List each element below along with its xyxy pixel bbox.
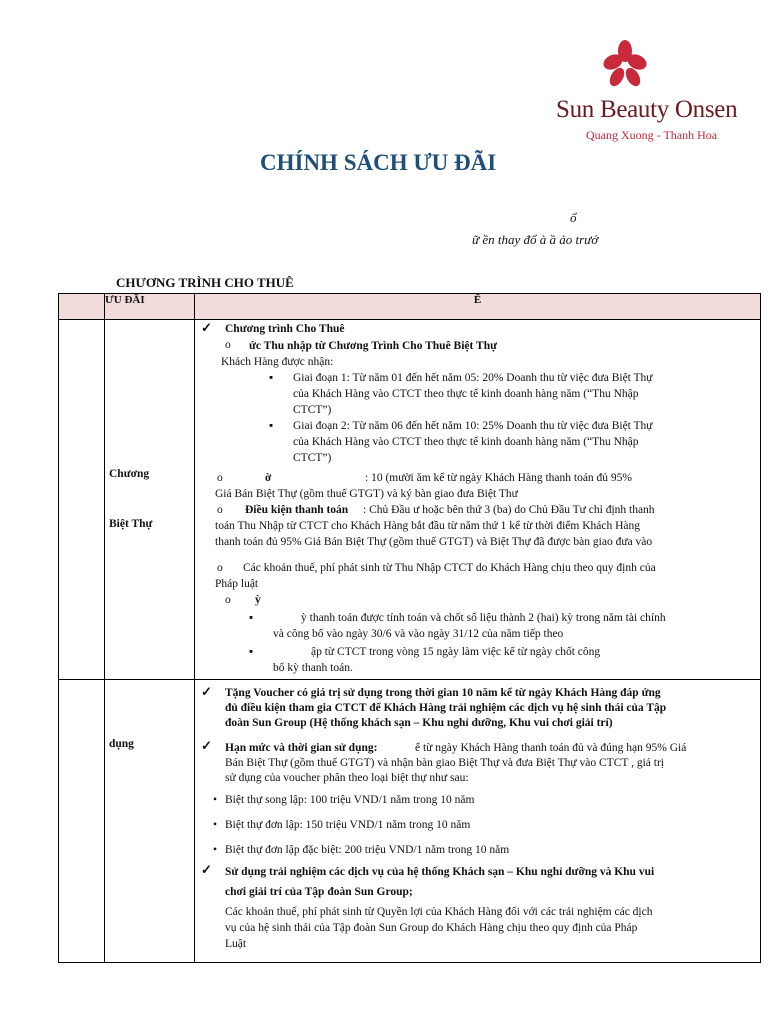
brand-name: Sun Beauty Onsen: [556, 96, 738, 123]
brand-subtitle: Quang Xuong - Thanh Hoa: [586, 128, 718, 142]
dot-bullet-icon: •: [213, 794, 218, 806]
table-row: [59, 680, 761, 963]
check-icon: ✓: [201, 862, 212, 877]
dot-bullet-icon: •: [213, 819, 218, 831]
row-detail: ✓ Chương trình Cho Thuê o ức Thu nhập từ Chương Trình Cho Thuê Biệt Thự Khách Hàng được nhận: ▪ Giai đoạn 1: Từ năm 01 đến hết năm 05: 20% Doanh thu từ việc đưa Biệt Thự của Khách Hàng vào CTCT theo thực tế kinh doanh hàng năm (“Thu Nhập CTCT”) ▪ Giai đoạn 2: Từ năm 06 đến hết năm 10: 25% Doanh thu từ việc đưa Biệt Thự của Khách Hàng vào CTCT theo thực tế kinh doanh hàng năm (“Thu Nhập CTCT”) o ờ : 10 (mười ăm kể từ ngày Khách Hàng thanh toán đủ 95% Giá Bán Biệt Thự (gồm thuế GTGT) và ký bàn giao đưa Biệt Thư o Điều kiện thanh toán : Chủ Đầu ư hoặc bên thứ 3 (ba) do Chủ Đầu Tư chỉ định thanh toán Thu Nhập từ CTCT cho Khách Hàng bắt đầu từ năm thứ 1 kể từ thời điểm Khách Hàng thanh toán đủ 95% Giá Bán Biệt Thự (gồm thuế GTGT) và Biệt Thự đã được bàn giao đưa vào o Các khoản thuế, phí phát sinh từ Thu Nhập CTCT do Khách Hàng chịu theo quy định của Pháp luật o ỳ ▪ ỳ thanh toán được tính toán và chốt số liệu thành 2 (hai) kỳ trong năm tài chính và công bố vào ngày 30/6 và vào ngày 31/12 của năm tiếp theo ▪ ập từ CTCT trong vòng 15 ngày làm việc kể từ ngày chốt công bố kỳ thanh toán.: [195, 320, 761, 680]
table-row: [59, 320, 761, 680]
header-uu-dai: ƯU ĐÃI: [105, 294, 195, 320]
section-heading: CHƯƠNG TRÌNH CHO THUÊ: [116, 275, 294, 290]
circle-bullet-icon: o: [217, 562, 223, 574]
square-bullet-icon: ▪: [269, 420, 274, 432]
table-header-row: [59, 294, 761, 320]
policy-table: [58, 293, 761, 963]
row-label: dụng: [105, 680, 195, 963]
square-bullet-icon: ▪: [249, 612, 254, 624]
note-top: ổ: [570, 210, 577, 225]
circle-bullet-icon: o: [225, 339, 231, 351]
row-detail: ✓ Tặng Voucher có giá trị sử dụng trong thời gian 10 năm kể từ ngày Khách Hàng đáp ứng đủ điều kiện tham gia CTCT để Khách Hàng trải nghiệm các dịch vụ hệ sinh thái của Tập đoàn Sun Group (Hệ thống khách sạn – Khu nghỉ dưỡng, Khu vui chơi giải trí) ✓ Hạn mức và thời gian sử dụng: ể từ ngày Khách Hàng thanh toán đủ và đúng hạn 95% Giá Bán Biệt Thự (gồm thuế GTGT) và nhận bàn giao Biệt Thự và đưa Biệt Thự vào CTCT , giá trị sử dụng của voucher phân theo loại biệt thự như sau: • Biệt thự song lập: 100 triệu VND/1 năm trong 10 năm • Biệt thự đơn lập: 150 triệu VND/1 năm trong 10 năm • Biệt thự đơn lập đặc biệt: 200 triệu VND/1 năm trong 10 năm ✓ Sử dụng trải nghiệm các dịch vụ của hệ thống Khách sạn – Khu nghỉ dưỡng và Khu vui chơi giải trí của Tập đoàn Sun Group; Các khoản thuế, phí phát sinh từ Quyền lợi của Khách Hàng đối với các trải nghiệm các dịch vụ của hệ sinh thái của Tập đoàn Sun Group do Khách Hàng chịu theo quy định của Pháp Luật: [195, 680, 761, 963]
square-bullet-icon: ▪: [269, 372, 274, 384]
header-detail: Ế: [195, 294, 761, 320]
circle-bullet-icon: o: [217, 504, 223, 516]
dot-bullet-icon: •: [213, 844, 218, 856]
check-icon: ✓: [201, 738, 212, 753]
circle-bullet-icon: o: [217, 472, 223, 484]
check-icon: ✓: [201, 320, 212, 335]
check-icon: ✓: [201, 684, 212, 699]
row-label: Chương Biệt Thự: [105, 320, 195, 680]
square-bullet-icon: ▪: [249, 646, 254, 658]
red-blossom-icon: [602, 38, 648, 90]
circle-bullet-icon: o: [225, 594, 231, 606]
document-title: CHÍNH SÁCH ƯU ĐÃI: [260, 150, 497, 175]
note-line: ữ ền thay đổ à ầ ảo trướ: [472, 232, 599, 247]
